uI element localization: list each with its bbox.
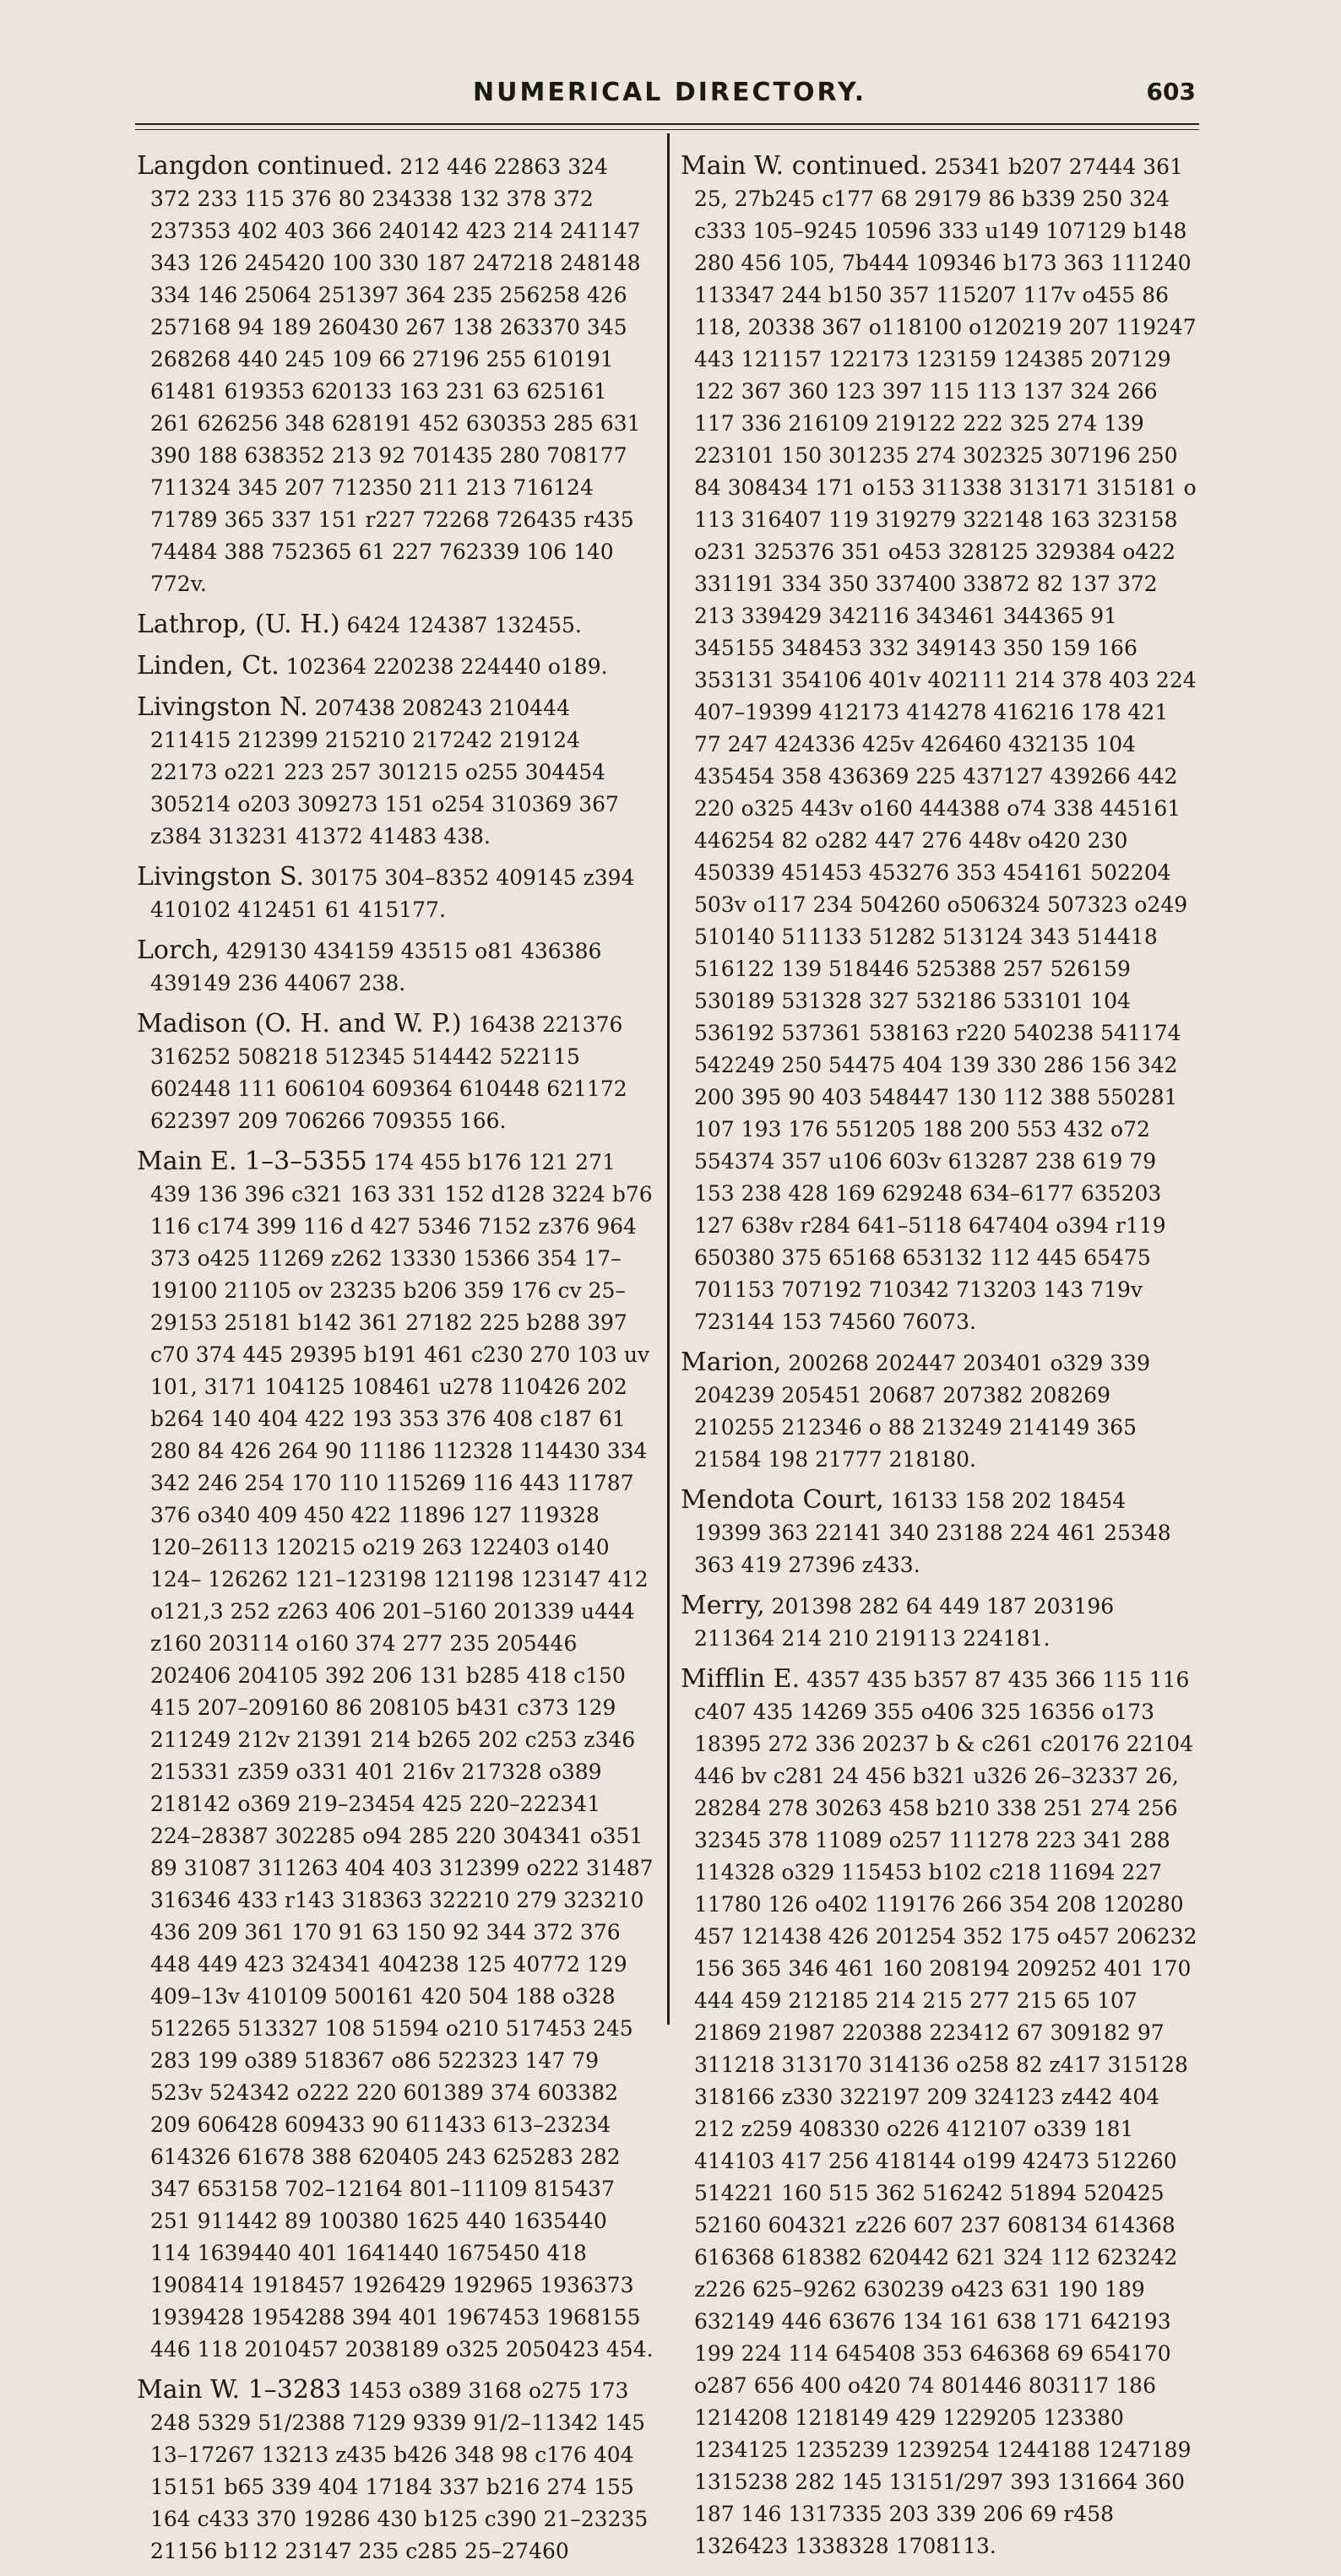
- directory-entry: [681, 1590, 1197, 1655]
- directory-entry: [681, 1663, 1197, 2562]
- street-name: Mifflin E.: [681, 1664, 801, 1694]
- directory-entry: [137, 1008, 654, 1137]
- street-name: Madison (O. H. and W. P.): [137, 1009, 462, 1039]
- right-column: [681, 150, 1197, 2571]
- directory-entry: [137, 691, 654, 853]
- street-name: Main W. 1–3283: [137, 2375, 342, 2405]
- house-numbers: 102364 220238 224440 o189.: [285, 654, 608, 679]
- page-title: NUMERICAL DIRECTORY.: [473, 78, 867, 107]
- street-name: Main E. 1–3–5355: [137, 1147, 367, 1176]
- header-rule: [135, 123, 1199, 130]
- directory-entry: [137, 935, 654, 1000]
- street-name: Lorch,: [137, 935, 220, 965]
- left-column: [137, 150, 654, 2576]
- directory-entry: [137, 861, 654, 926]
- directory-entry: [137, 1146, 654, 2366]
- house-numbers: 212 446 22863 324 372 233 115 376 80 234338 132 378 372 237353 402 403 366 240142 423 214 241147 343 126 245420 100 330 187 247218 248148 334 146 25064 251397 364 235 256258 426 257168 94 189 260430 267 138 263370 345 268268 440 245 109 66 27196 255 610191 61481 619353 620133 163 231 63 625161 261 626256 348 628191 452 630353 285 631 390 188 638352 213 92 701435 280 708177 711324 345 207 712350 211 213 716124 71789 365 337 151 r227 72268 726435 r435 74484 388 752365 61 227 762339 106 140 772v.: [150, 155, 641, 596]
- column-divider: [667, 133, 670, 2025]
- directory-entry: [681, 1347, 1197, 1476]
- street-name: Merry,: [681, 1591, 765, 1620]
- house-numbers: 174 455 b176 121 271 439 136 396 c321 163 331 152 d128 3224 b76 116 c174 399 116 d 427 5346 7152 z376 964 373 o425 11269 z262 13330 15366 354 17–19100 21105 ov 23235 b206 359 176 cv 25–29153 25181 b142 361 27182 225 b288 397 c70 374 445 29395 b191 461 c230 270 103 uv 101, 3171 104125 108461 u278 110426 202 b264 140 404 422 193 353 376 408 c187 61 280 84 426 264 90 11186 112328 114430 334 342 246 254 170 110 115269 116 443 11787 376 o340 409 450 422 11896 127 119328 120–26113 120215 o219 263 122403 o140 124– 126262 121–123198 121198 123147 412 o121,3 252 z263 406 201–5160 201339 u444 z160 203114 o160 374 277 235 205446 202406 204105 392 206 131 b285 418 c150 415 207–209160 86 208105 b431 c373 129 211249 212v 21391 214 b265 202 c253 z346 215331 z359 o331 401 216v 217328 o389 218142 o369 219–23454 425 220–222341 224–28387 302285 o94 285 220 304341 o351 89 31087 311263 404 403 312399 o222 31487 316346 433 r143 318363 322210 279 323210 436 209 361 170 91 63 150 92 344 372 376 448 449 423 324341 404238 125 40772 129 409–13v 410109 500161 420 504 188 o328 512265 513327 108 51594 o210 517453 245 283 199 o389 518367 o86 522323 147 79 523v 524342 o222 220 601389 374 603382 209 606428 609433 90 611433 613–23234 614326 61678 388 620405 243 625283 282 347 653158 702–12164 801–11109 815437 251 911442 89 100380 1625 440 1635440 114 1639440 401 1641440 1675450 418 1908414 1918457 1926429 192965 1936373 1939428 1954288 394 401 1967453 1968155 446 118 2010457 2038189 o325 2050423 454.: [150, 1150, 654, 2362]
- directory-entry: [137, 609, 654, 642]
- street-name: Mendota Court,: [681, 1485, 884, 1515]
- directory-entry: [681, 1484, 1197, 1581]
- house-numbers: 429130 434159 43515 o81 436386 439149 236 44067 238.: [150, 939, 602, 995]
- directory-entry: [681, 150, 1197, 1338]
- street-name: Langdon continued.: [137, 151, 394, 181]
- directory-entry: [137, 650, 654, 683]
- street-name: Main W. continued.: [681, 151, 928, 181]
- house-numbers: 1453 o389 3168 o275 173 248 5329 51/2388 7129 9339 91/2–11342 145 13–17267 13213 z435 b426 348 98 c176 404 15151 b65 339 404 17184 337 b216 274 155 164 c433 370 19286 430 b125 c390 21–23235 21156 b112 23147 235 c285 25–27460: [150, 2378, 649, 2563]
- house-numbers: 207438 208243 210444 211415 212399 215210 217242 219124 22173 o221 223 257 301215 o255 304454 305214 o203 309273 151 o254 310369 367 z384 313231 41372 41483 438.: [150, 696, 619, 849]
- house-numbers: 4357 435 b357 87 435 366 115 116 c407 435 14269 355 o406 325 16356 o173 18395 272 336 20237 b & c261 c20176 22104 446 bv c281 24 456 b321 u326 26–32337 26, 28284 278 30263 458 b210 338 251 274 256 32345 378 11089 o257 111278 223 341 288 114328 o329 115453 b102 c218 11694 227 11780 126 o402 119176 266 354 208 120280 457 121438 426 201254 352 175 o457 206232 156 365 346 461 160 208194 209252 401 170 444 459 212185 214 215 277 215 65 107 21869 21987 220388 223412 67 309182 97 311218 313170 314136 o258 82 z417 315128 318166 z330 322197 209 324123 z442 404 212 z259 408330 o226 412107 o339 181 414103 417 256 418144 o199 42473 512260 514221 160 515 362 516242 51894 520425 52160 604321 z226 607 237 608134 614368 616368 618382 620442 621 324 112 623242 z226 625–9262 630239 o423 631 190 189 632149 446 63676 134 161 638 171 642193 199 224 114 645408 353 646368 69 654170 o287 656 400 o420 74 801446 803117 186 1214208 1218149 429 1229205 123380 1234125 1235239 1239254 1244188 1247189 1315238 282 145 13151/297 393 131664 360 187 146 1317335 203 339 206 69 r458 1326423 1338328 1708113.: [694, 1668, 1197, 2558]
- directory-entry: [137, 2374, 654, 2568]
- street-name: Linden, Ct.: [137, 651, 280, 681]
- house-numbers: 201398 282 64 449 187 203196 211364 214 210 219113 224181.: [694, 1594, 1115, 1651]
- house-numbers: 6424 124387 132455.: [346, 613, 582, 637]
- directory-entry: [137, 150, 654, 600]
- street-name: Marion,: [681, 1348, 782, 1377]
- house-numbers: 16438 221376 316252 508218 512345 514442 522115 602448 111 606104 609364 610448 621172 622397 209 706266 709355 166.: [150, 1012, 627, 1133]
- page-number: 603: [1146, 78, 1196, 106]
- house-numbers: 30175 304–8352 409145 z394 410102 412451 61 415177.: [150, 865, 635, 922]
- street-name: Livingston N.: [137, 692, 308, 722]
- house-numbers: 25341 b207 27444 361 25, 27b245 c177 68 29179 86 b339 250 324 c333 105–9245 10596 333 u149 107129 b148 280 456 105, 7b444 109346 b173 363 111240 113347 244 b150 357 115207 117v o455 86 118, 20338 367 o118100 o120219 207 119247 443 121157 122173 123159 124385 207129 122 367 360 123 397 115 113 137 324 266 117 336 216109 219122 222 325 274 139 223101 150 301235 274 302325 307196 250 84 308434 171 o153 311338 313171 315181 o 113 316407 119 319279 322148 163 323158 o231 325376 351 o453 328125 329384 o422 331191 334 350 337400 33872 82 137 372 213 339429 342116 343461 344365 91 345155 348453 332 349143 350 159 166 353131 354106 401v 402111 214 378 403 224 407–19399 412173 414278 416216 178 421 77 247 424336 425v 426460 432135 104 435454 358 436369 225 437127 439266 442 220 o325 443v o160 444388 o74 338 445161 446254 82 o282 447 276 448v o420 230 450339 451453 453276 353 454161 502204 503v o117 234 504260 o506324 507323 o249 510140 511133 51282 513124 343 514418 516122 139 518446 525388 257 526159 530189 531328 327 532186 533101 104 536192 537361 538163 r220 540238 541174 542249 250 54475 404 139 330 286 156 342 200 395 90 403 548447 130 112 388 550281 107 193 176 551205 188 200 553 432 o72 554374 357 u106 603v 613287 238 619 79 153 238 428 169 629248 634–6177 635203 127 638v r284 641–5118 647404 o394 r119 650380 375 65168 653132 112 445 65475 701153 707192 710342 713203 143 719v 723144 153 74560 76073.: [694, 155, 1197, 1334]
- street-name: Lathrop, (U. H.): [137, 610, 340, 639]
- street-name: Livingston S.: [137, 862, 304, 892]
- house-numbers: 200268 202447 203401 o329 339 204239 205451 20687 207382 208269 210255 212346 o 88 213249 214149 365 21584 198 21777 218180.: [694, 1351, 1150, 1472]
- house-numbers: 16133 158 202 18454 19399 363 22141 340 23188 224 461 25348 363 419 27396 z433.: [694, 1489, 1171, 1577]
- page-header: [0, 78, 1341, 120]
